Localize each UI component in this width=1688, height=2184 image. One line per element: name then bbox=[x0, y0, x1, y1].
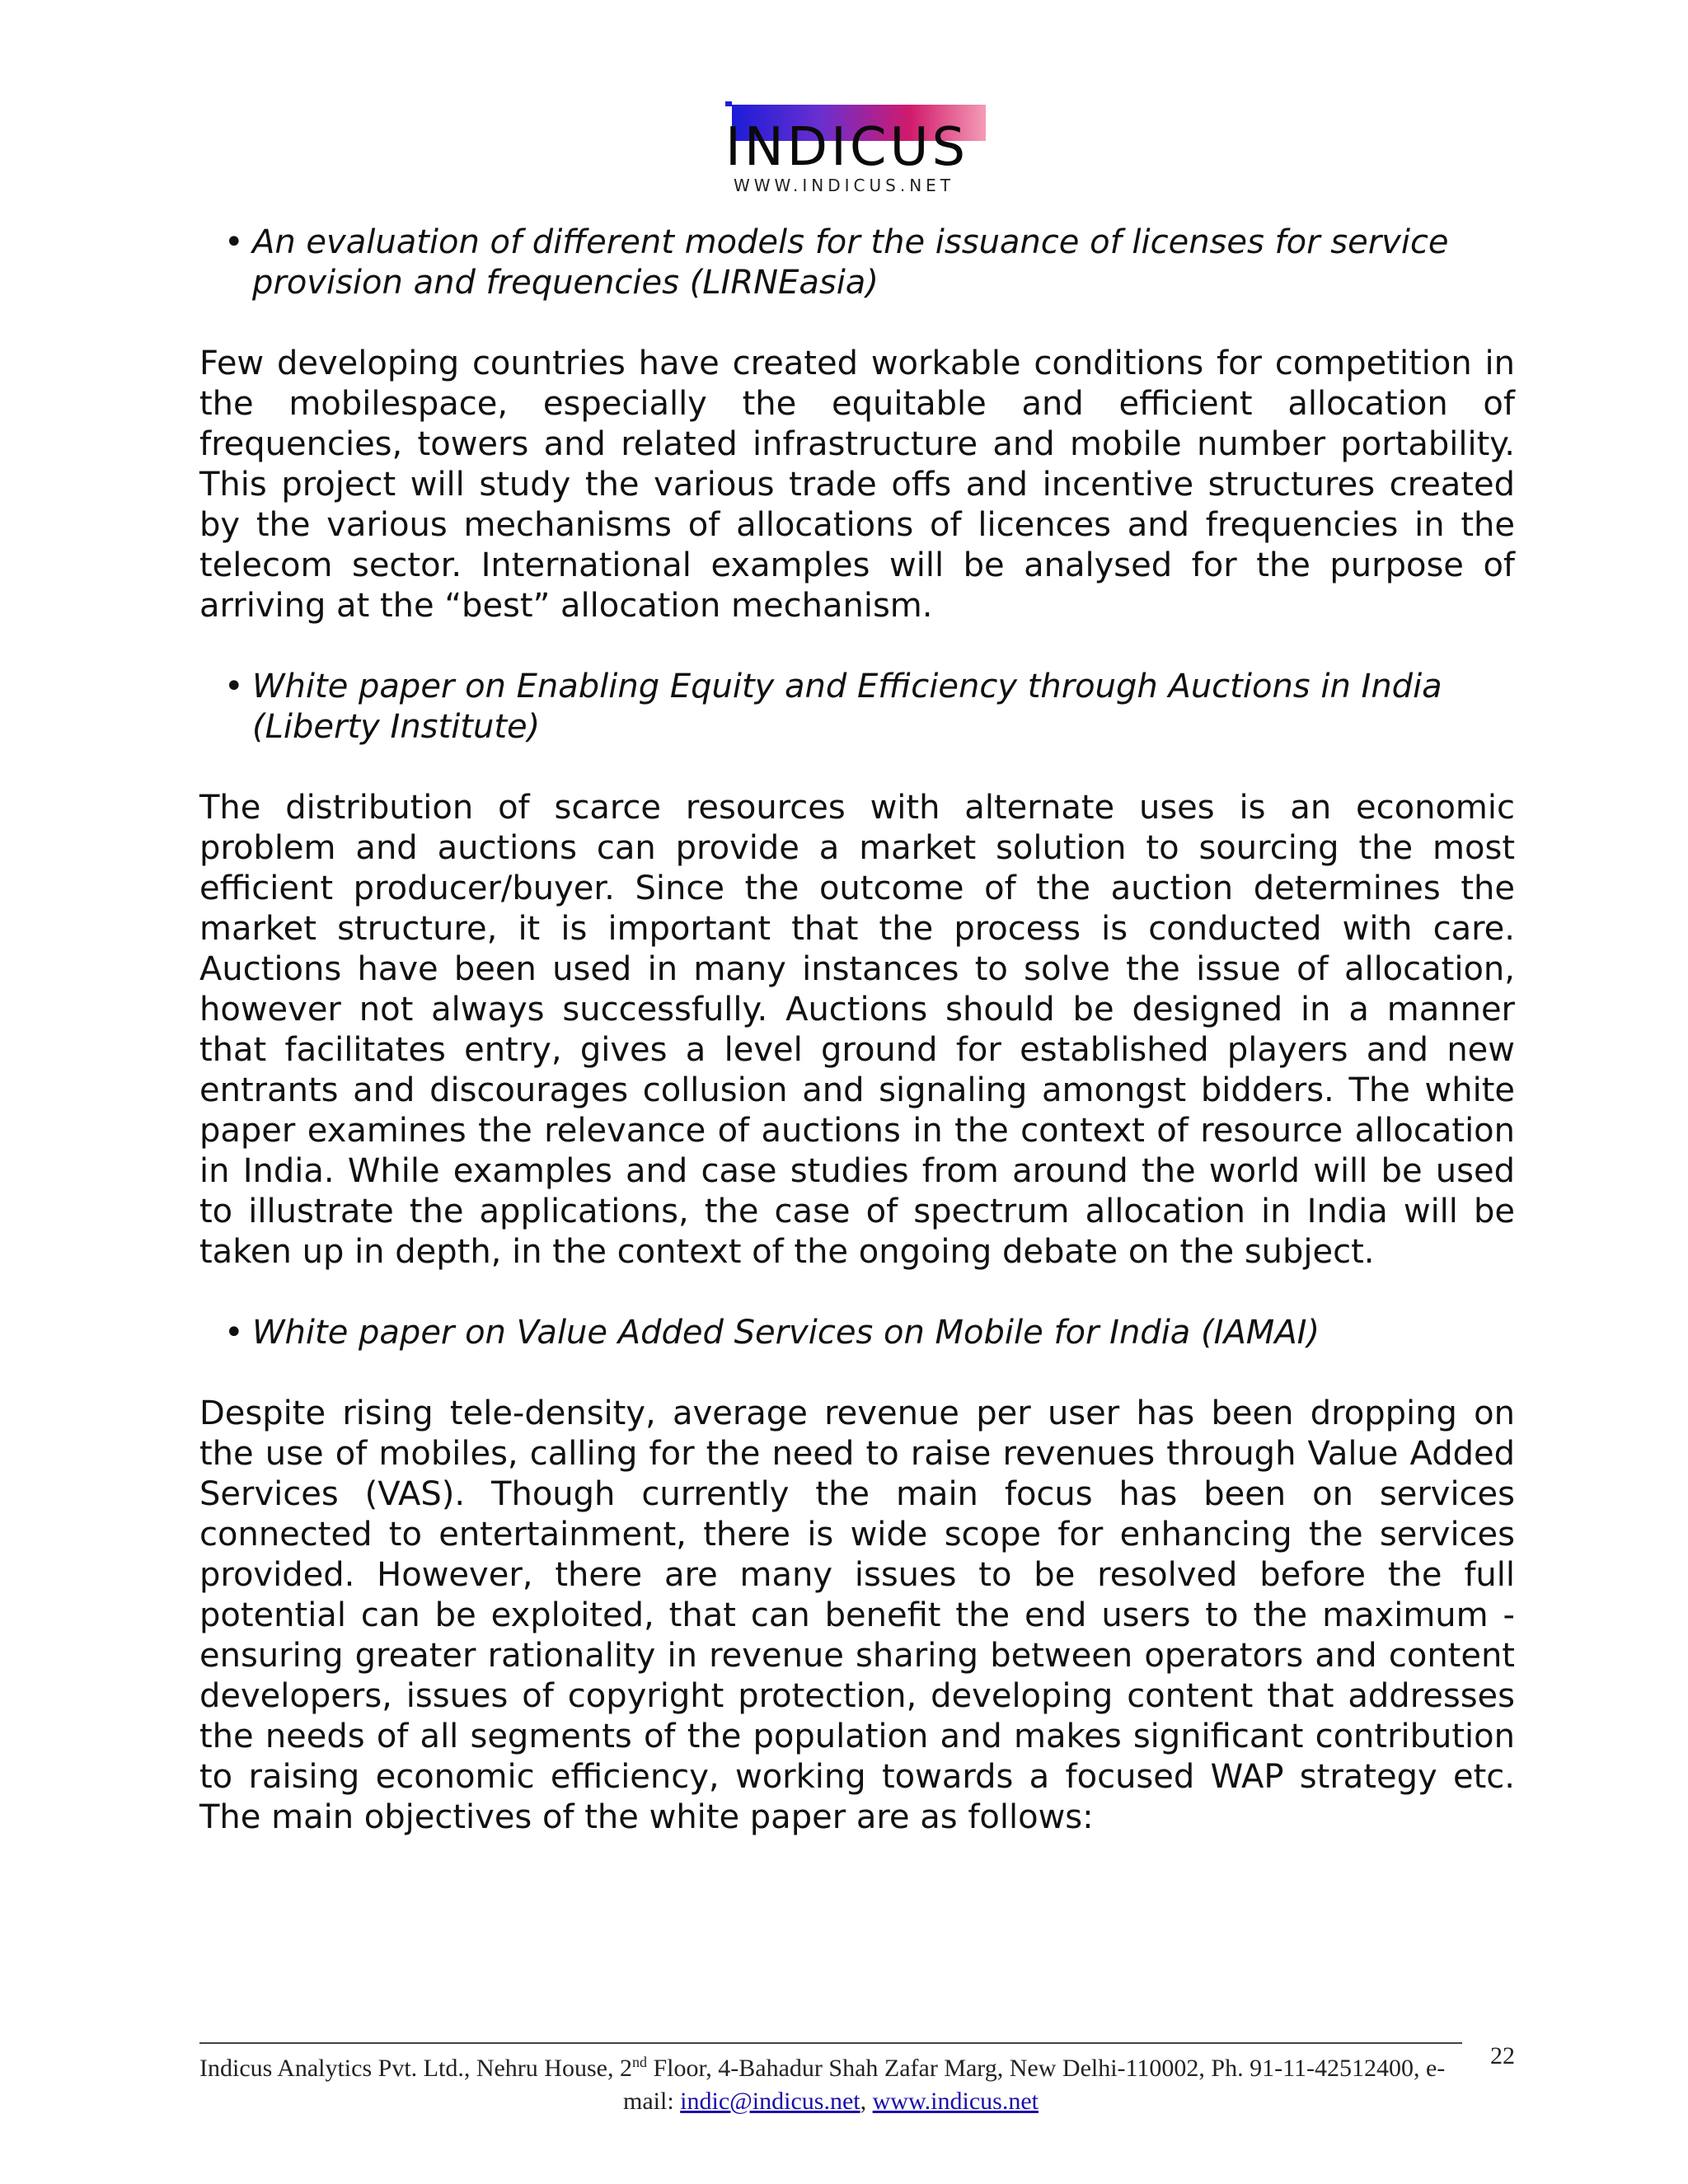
email-link[interactable]: indic@indicus.net bbox=[680, 2088, 860, 2115]
footer bbox=[199, 2046, 1462, 2118]
bullet-item bbox=[199, 667, 1515, 748]
body-paragraph: The distribution of scarce resources with alternate uses is an economic problem and auctions can provide a market solution to sourcing the most efficient producer/buyer. Since the outcome of the auction determines the market structure, it is important that the process is conducted with care. Auctions have been used in many instances to solve the issue of allocation, however not always successfully. Auctions should be designed in a manner that facilitates entry, gives a level ground for established players and new entrants and discourages collusion and signaling amongst bidders. The white paper examines the relevance of auctions in the context of resource allocation in India. While examples and case studies from around the world will be used to illustrate the applications, the case of spectrum allocation in India will be taken up in depth, in the context of the ongoing debate on the subject. bbox=[199, 789, 1515, 1271]
footer-divider bbox=[199, 2042, 1462, 2044]
logo-url: WWW.INDICUS.NET bbox=[734, 176, 955, 195]
bullet-dot-icon: • bbox=[224, 223, 244, 261]
bullet-text: White paper on Enabling Equity and Efficiency through Auctions in India (Liberty Institute) bbox=[252, 668, 1442, 746]
body-paragraph: Few developing countries have created workable conditions for competition in the mobilespace, especially the equitable and efficient allocation of frequencies, towers and related infrastructure and mobile number portability. This project will study the various trade offs and incentive structures created by the various mechanisms of allocations of licences and frequencies in the telecom sector. International examples will be analysed for the purpose of arriving at the “best” allocation mechanism. bbox=[199, 344, 1515, 625]
footer-address: Indicus Analytics Pvt. Ltd., Nehru House, 2nd Floor, 4-Bahadur Shah Zafar Marg, New Delhi-110002, Ph. 91-11-42512400, e- bbox=[199, 2054, 1446, 2082]
logo-wordmark: INDICUS bbox=[725, 117, 969, 178]
indicus-logo bbox=[725, 103, 989, 198]
bullet-text: White paper on Value Added Services on Mobile for India (IAMAI) bbox=[252, 1314, 1320, 1352]
bullet-dot-icon: • bbox=[224, 1314, 244, 1352]
body-paragraph: Despite rising tele-density, average revenue per user has been dropping on the use of mobiles, calling for the need to raise revenues through Value Added Services (VAS). Though currently the main focus has been on services connected to entertainment, there is wide scope for enhancing the services provided. However, there are many issues to be resolved before the full potential can be exploited, that can benefit the end users to the maximum - ensuring greater rationality in revenue sharing between operators and content developers, issues of copyright protection, developing content that addresses the needs of all segments of the population and makes significant contribution to raising economic efficiency, working towards a focused WAP strategy etc. The main objectives of the white paper are as follows: bbox=[199, 1394, 1515, 1836]
document-body bbox=[199, 223, 1515, 1838]
bullet-text: An evaluation of different models for the issuance of licenses for service provision and frequencies (LIRNEasia) bbox=[252, 223, 1449, 302]
bullet-item bbox=[199, 1313, 1515, 1353]
footer-contact: mail: indic@indicus.net, www.indicus.net bbox=[623, 2088, 1039, 2115]
bullet-item bbox=[199, 223, 1515, 303]
page-number: 22 bbox=[1490, 2042, 1515, 2069]
website-link[interactable]: www.indicus.net bbox=[872, 2088, 1039, 2115]
bullet-dot-icon: • bbox=[224, 668, 244, 705]
